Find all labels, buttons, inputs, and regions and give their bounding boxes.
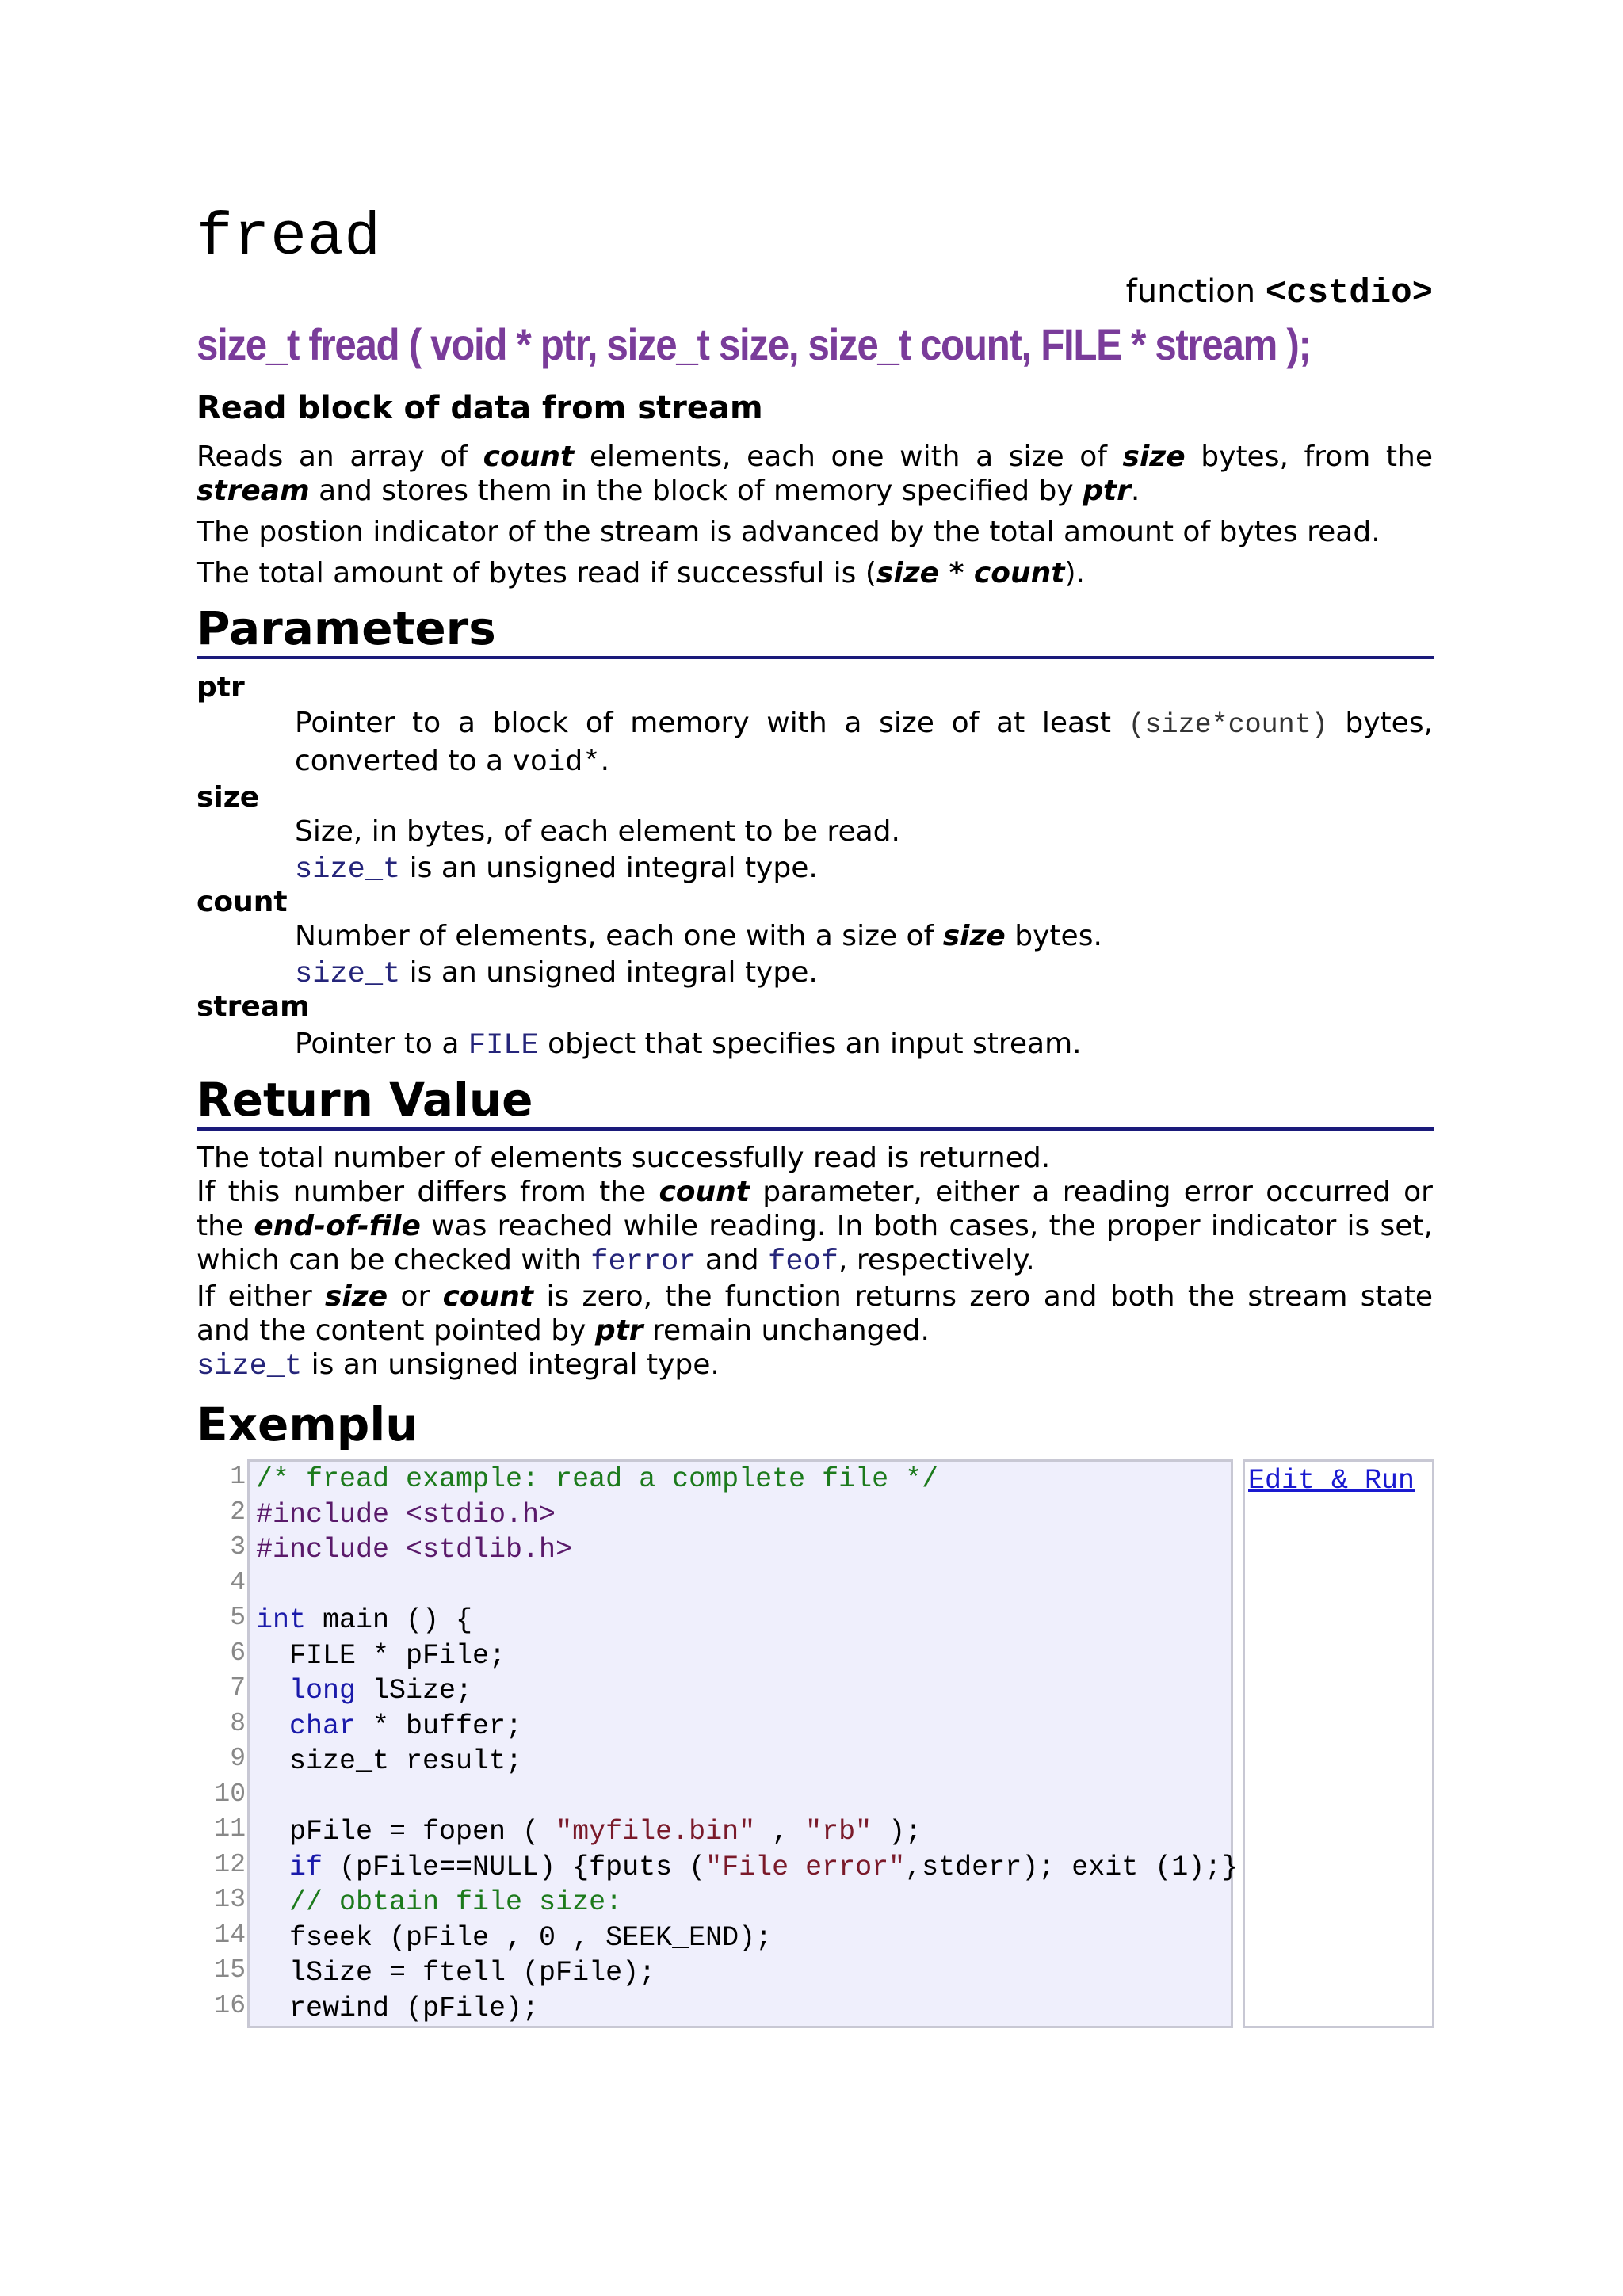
parameters-heading: Parameters [197,602,1434,659]
description-paragraph-2: The postion indicator of the stream is advanced by the total amount of bytes read. [197,516,1381,548]
code-keyword: char [289,1710,357,1742]
emphasis: size * count [876,557,1065,589]
param-desc-count [295,918,1433,993]
code-line: (pFile==NULL) {fputs ( [323,1851,706,1883]
emphasis: count [442,1280,534,1313]
text: , respectively. [838,1244,1035,1276]
code-example-box [247,1459,1239,2028]
text: is an unsigned integral type. [400,852,818,884]
text: . [1130,475,1140,507]
text: bytes. [1005,920,1102,952]
page-title: fread [197,204,382,272]
code-line: size_t result; [256,1745,523,1777]
text: If this number differs from the [197,1176,659,1208]
code-line: #include <stdio.h> [256,1498,556,1531]
text: Size, in bytes, of each element to be read. [295,815,900,848]
code-line: rewind (pFile); [256,1992,540,2024]
code-line: #include <stdlib.h> [256,1534,573,1566]
code-line: ); [872,1816,922,1848]
edit-and-run-link[interactable]: Edit & Run [1248,1465,1415,1497]
code-line: pFile = fopen ( [256,1816,556,1848]
return-value-body [197,1141,1433,1384]
emphasis: count [659,1176,750,1208]
text: ). [1064,557,1085,589]
emphasis: ptr [1083,475,1131,507]
param-name-size: size [197,781,260,814]
text: The total amount of bytes read if successful is ( [197,557,876,589]
param-desc-stream [295,1026,1433,1064]
code-span: (size*count) [1128,709,1328,741]
code-string: "myfile.bin" [556,1816,756,1848]
code-line: * buffer; [356,1710,523,1742]
text: bytes, from the [1185,441,1433,473]
code-line: FILE * pFile; [256,1639,506,1672]
text: object that specifies an input stream. [538,1028,1082,1060]
text: Number of elements, each one with a size of [295,920,943,952]
code-line: /* fread example: read a complete file */ [256,1463,939,1495]
return-value-paragraph-4 [197,1348,1433,1384]
size-t-link[interactable]: size_t [295,958,401,991]
text: The total number of elements successfully read is returned. [197,1142,1051,1174]
code-line: fseek (pFile , 0 , SEEK_END); [256,1921,773,1954]
text: Reads an array of [197,441,483,473]
text: and [696,1244,769,1276]
header-file-label: <cstdio> [1265,273,1433,313]
feof-link[interactable]: feof [768,1245,838,1279]
emphasis: end-of-file [254,1210,421,1242]
code-keyword: long [289,1675,357,1707]
return-value-heading: Return Value [197,1074,1434,1131]
text: Pointer to a [295,1028,468,1060]
code-line: , [755,1816,806,1848]
function-prototype: size_t fread ( void * ptr, size_t size, size_t count, FILE * stream ); [197,319,1311,369]
return-value-paragraph-2 [197,1175,1433,1280]
emphasis: count [483,441,575,473]
ferror-link[interactable]: ferror [590,1245,697,1279]
size-t-link[interactable]: size_t [197,1350,303,1383]
param-name-count: count [197,886,288,918]
param-desc-size [295,814,1433,888]
emphasis: size [942,920,1006,952]
code-keyword: int [256,1604,307,1636]
edit-run-panel [1243,1459,1434,2028]
code-keyword: if [289,1851,323,1883]
text: is an unsigned integral type. [400,956,818,989]
param-name-stream: stream [197,990,310,1023]
emphasis: stream [197,475,310,507]
function-type-label: function [1125,273,1256,310]
text: . [600,745,610,777]
emphasis: size [1122,441,1186,473]
text: parameter, either a reading error occurred or the [197,1176,1433,1242]
function-header-label [1126,272,1433,313]
text: was reached while reading. In both cases, the proper indicator is set, which can be checked with [197,1210,1433,1276]
file-type-link[interactable]: FILE [468,1029,539,1062]
size-t-link[interactable]: size_t [295,853,401,887]
function-summary: Read block of data from stream [197,390,763,426]
text: and stores them in the block of memory specified by [309,475,1083,507]
code-line-numbers: 1 2 3 4 5 6 7 8 9 10 11 12 13 14 15 16 [214,1462,246,2020]
code-span: void* [512,746,601,780]
text: Pointer to a block of memory with a size of at least [295,707,1128,739]
text: If either [197,1280,325,1313]
text: bytes, converted to a [295,707,1434,777]
code-listing [256,1462,1238,2026]
code-line: lSize = ftell (pFile); [256,1957,656,1989]
code-line: ,stderr); exit (1);} [905,1851,1239,1883]
text: remain unchanged. [643,1314,930,1347]
code-string: "rb" [805,1816,873,1848]
text: elements, each one with a size of [574,441,1123,473]
text: or [388,1280,443,1313]
code-string: "File error" [705,1851,906,1883]
code-comment: // obtain file size: [289,1886,623,1918]
text: is an unsigned integral type. [302,1348,720,1381]
code-line: lSize; [356,1675,473,1707]
emphasis: ptr [594,1314,643,1347]
param-desc-ptr [295,705,1433,781]
code-line: main () { [306,1604,473,1636]
description-paragraph-1 [197,440,1433,508]
text: is zero, the function returns zero and both the stream state and the content pointed by [197,1280,1433,1347]
return-value-paragraph-3 [197,1280,1433,1348]
param-name-ptr: ptr [197,671,245,704]
example-heading: Exemplu [197,1398,418,1451]
description-paragraph-3 [197,556,1433,590]
emphasis: size [324,1280,388,1313]
